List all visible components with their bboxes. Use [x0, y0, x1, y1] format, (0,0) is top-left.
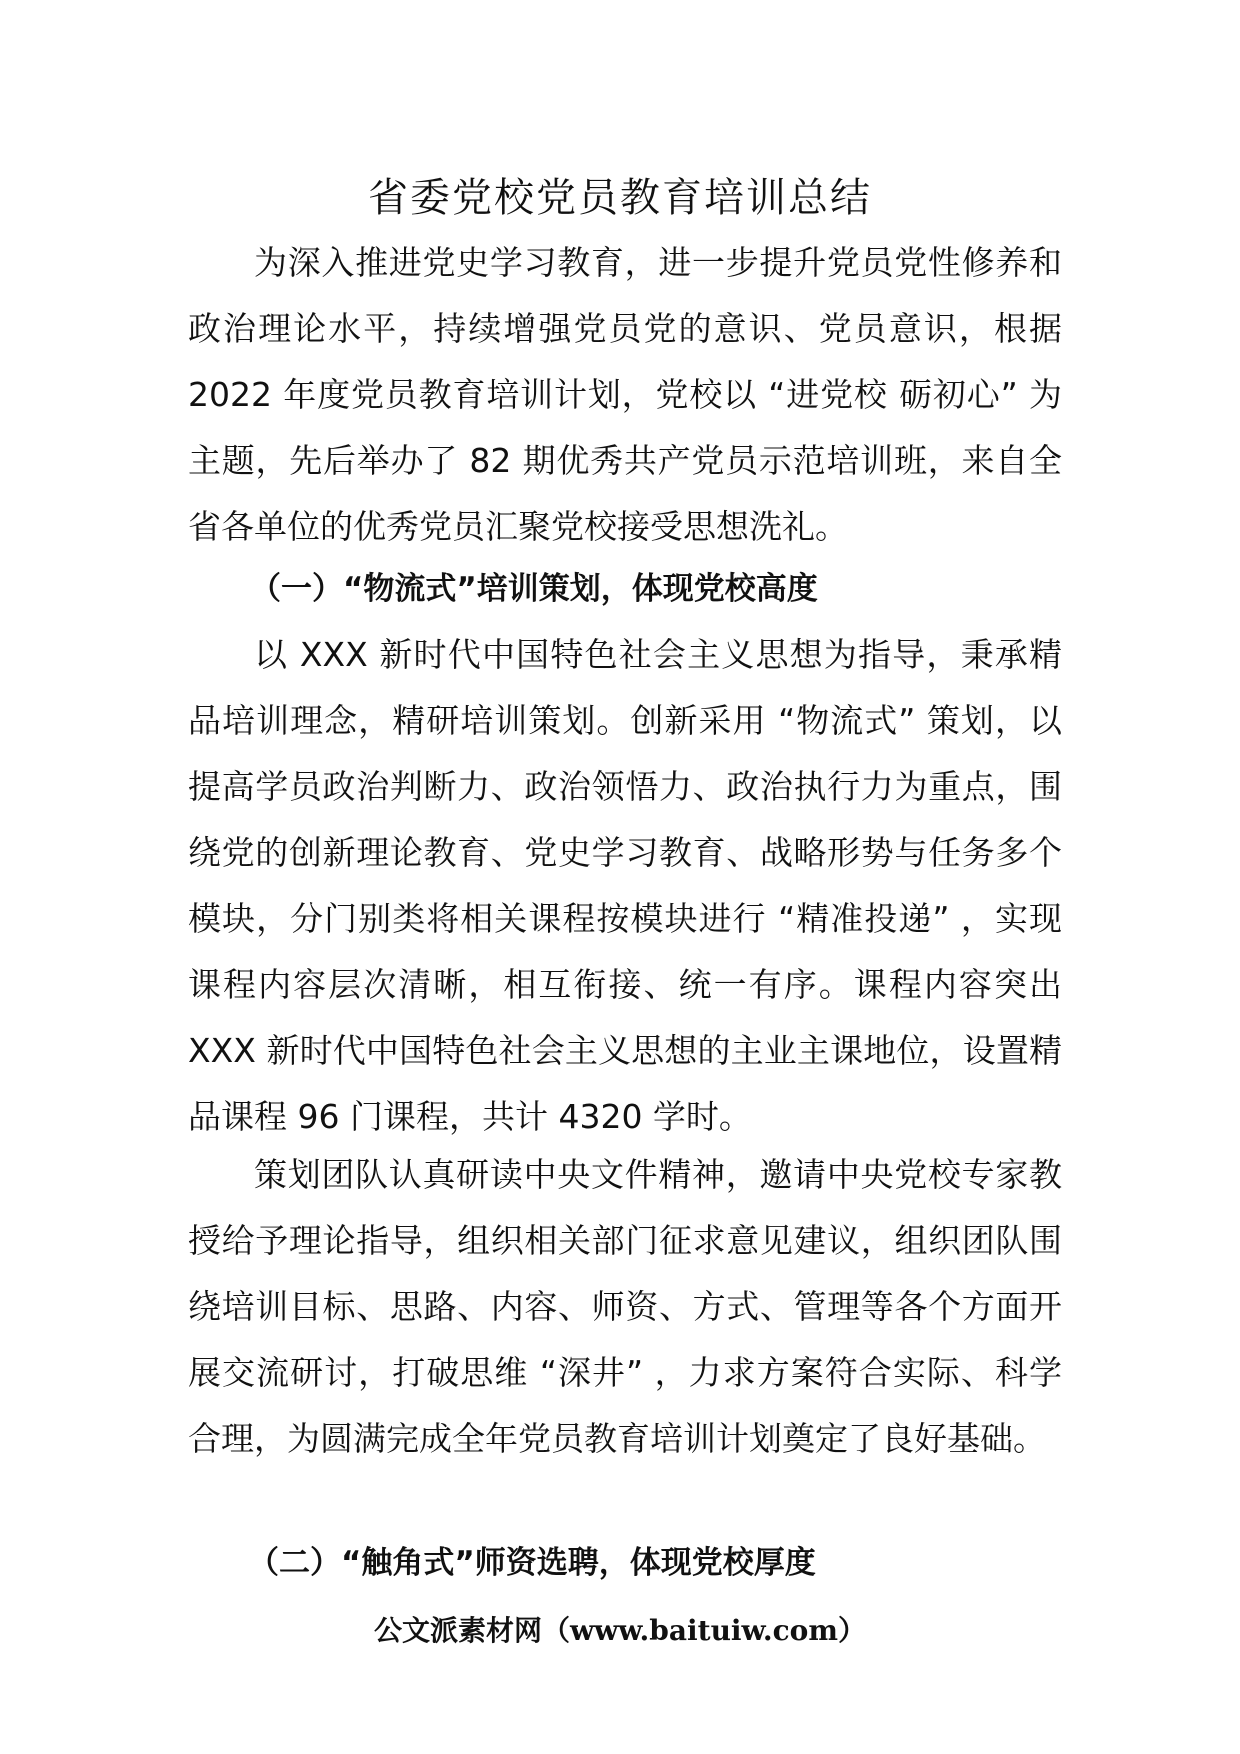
paragraph-section-1: 以 XXX 新时代中国特色社会主义思想为指导，秉承精品培训理念，精研培训策划。创新采用 “物流式” 策划，以提高学员政治判断力、政治领悟力、政治执行力为重点，围绕党的创新理论教育、党史学习教育、战略形势与任务多个模块，分门别类将相关课程按模块进行 “精准投递” ，实现课程内容层次清晰，相互衔接、统一有序。课程内容突出 XXX 新时代中国特色社会主义思想的主业主课地位，设置精品课程 96 门课程，共计 4320 学时。 [188, 635, 1063, 1136]
section-heading-1: （一）“物流式”培训策划，体现党校高度 [250, 571, 818, 607]
section-heading-2: （二）“触角式”师资选聘，体现党校厚度 [248, 1545, 816, 1581]
footer-watermark: 公文派素材网（www.baituiw.com） [374, 1614, 866, 1647]
paragraph-section-1-continued: 策划团队认真研读中央文件精神，邀请中央党校专家教授给予理论指导，组织相关部门征求意见建议，组织团队围绕培训目标、思路、内容、师资、方式、管理等各个方面开展交流研讨，打破思维 “深井” ，力求方案符合实际、科学合理，为圆满完成全年党员教育培训计划奠定了良好基础。 [188, 1155, 1062, 1458]
document-title: 省委党校党员教育培训总结 [368, 175, 872, 221]
paragraph-intro: 为深入推进党史学习教育，进一步提升党员党性修养和政治理论水平，持续增强党员党的意识、党员意识，根据 2022 年度党员教育培训计划，党校以 “进党校 砺初心” 为主题，先后举办了 82 期优秀共产党员示范培训班，来自全省各单位的优秀党员汇聚党校接受思想洗礼。 [188, 243, 1062, 546]
